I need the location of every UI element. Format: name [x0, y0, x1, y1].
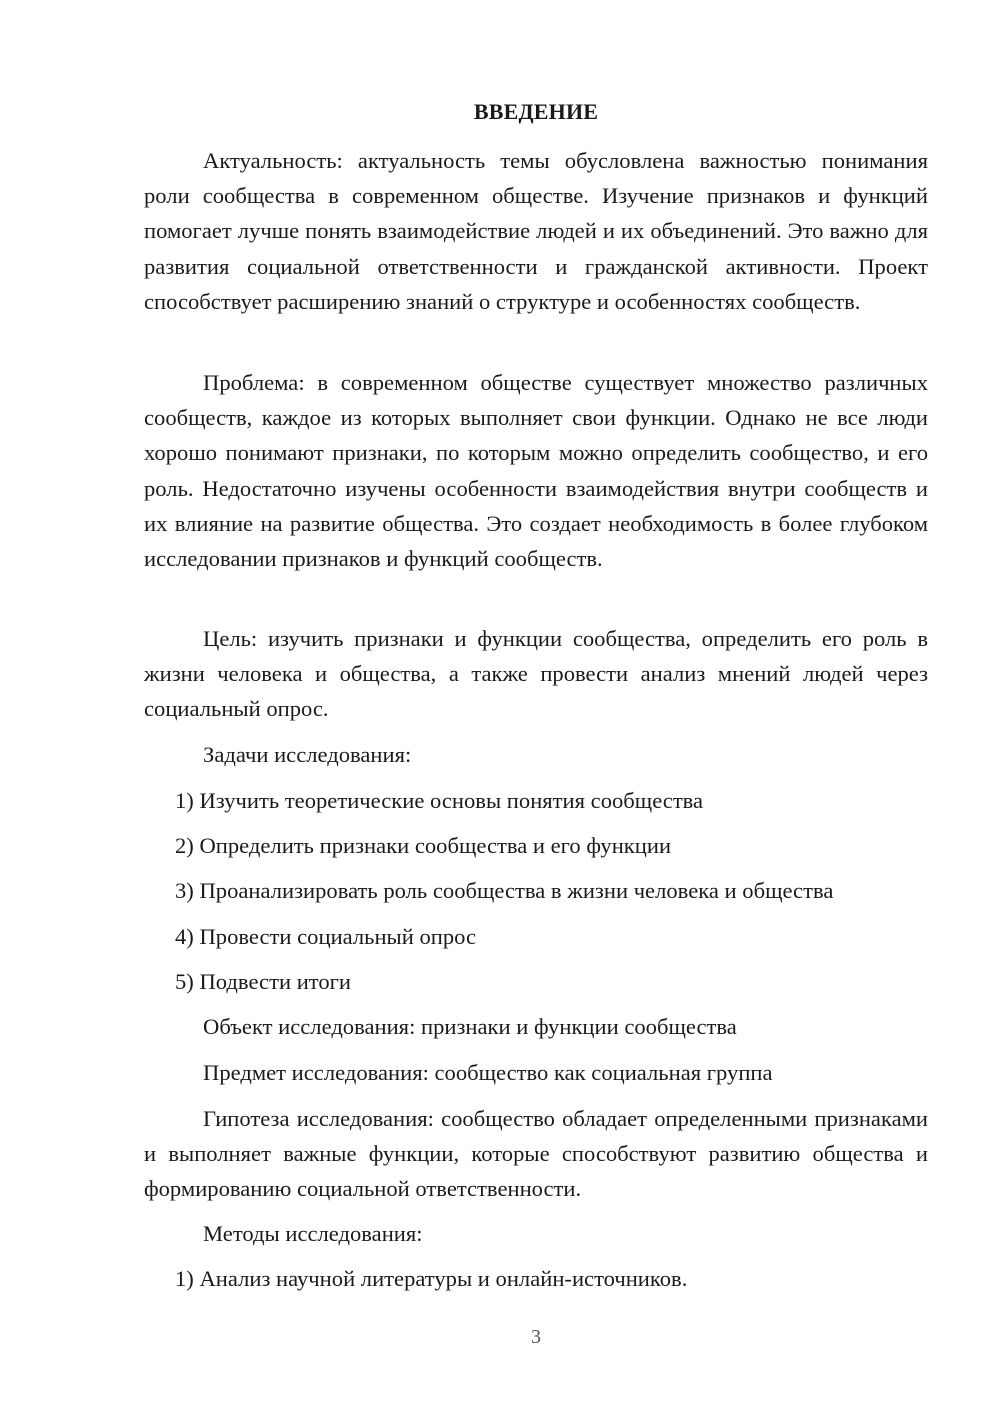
task-item: 4) Провести социальный опрос	[175, 924, 477, 949]
goal-paragraph: Цель: изучить признаки и функции сообщества, определить его роль в жизни человека и общества, а также провести анализ мнений людей через социальный опрос.	[144, 626, 928, 722]
task-item: 5) Подвести итоги	[175, 969, 352, 994]
section-title: ВВЕДЕНИЕ	[473, 99, 599, 124]
hypothesis-paragraph: Гипотеза исследования: сообщество обладает определенными признаками и выполняет важные функции, которые способствуют развитию общества и формированию социальной ответственности.	[144, 1106, 928, 1202]
task-item: 2) Определить признаки сообщества и его функции	[175, 833, 672, 858]
tasks-heading: Задачи исследования:	[203, 742, 412, 767]
problem-paragraph: Проблема: в современном обществе существует множество различных сообществ, каждое из которых выполняет свои функции. Однако не все люди хорошо понимают признаки, по которым можно определить сообщество, и его роль. Недостаточно изучены особенности взаимодействия внутри сообществ и их влияние на развитие общества. Это создает необходимость в более глубоком исследовании признаков и функций сообществ.	[144, 370, 928, 572]
research-subject: Предмет исследования: сообщество как социальная группа	[203, 1060, 773, 1085]
research-object: Объект исследования: признаки и функции сообщества	[203, 1014, 737, 1039]
method-item: 1) Анализ научной литературы и онлайн-источников.	[175, 1266, 688, 1291]
document-page	[144, 0, 928, 1414]
task-item: 1) Изучить теоретические основы понятия сообщества	[175, 788, 704, 813]
relevance-paragraph: Актуальность: актуальность темы обусловлена важностью понимания роли сообщества в современном обществе. Изучение признаков и функций помогает лучше понять взаимодействие людей и их объединений. Это важно для развития социальной ответственности и гражданской активности. Проект способствует расширению знаний о структуре и особенностях сообществ.	[144, 148, 928, 314]
task-item: 3) Проанализировать роль сообщества в жизни человека и общества	[175, 878, 834, 903]
page-number: 3	[531, 1326, 541, 1348]
methods-heading: Методы исследования:	[203, 1221, 423, 1246]
